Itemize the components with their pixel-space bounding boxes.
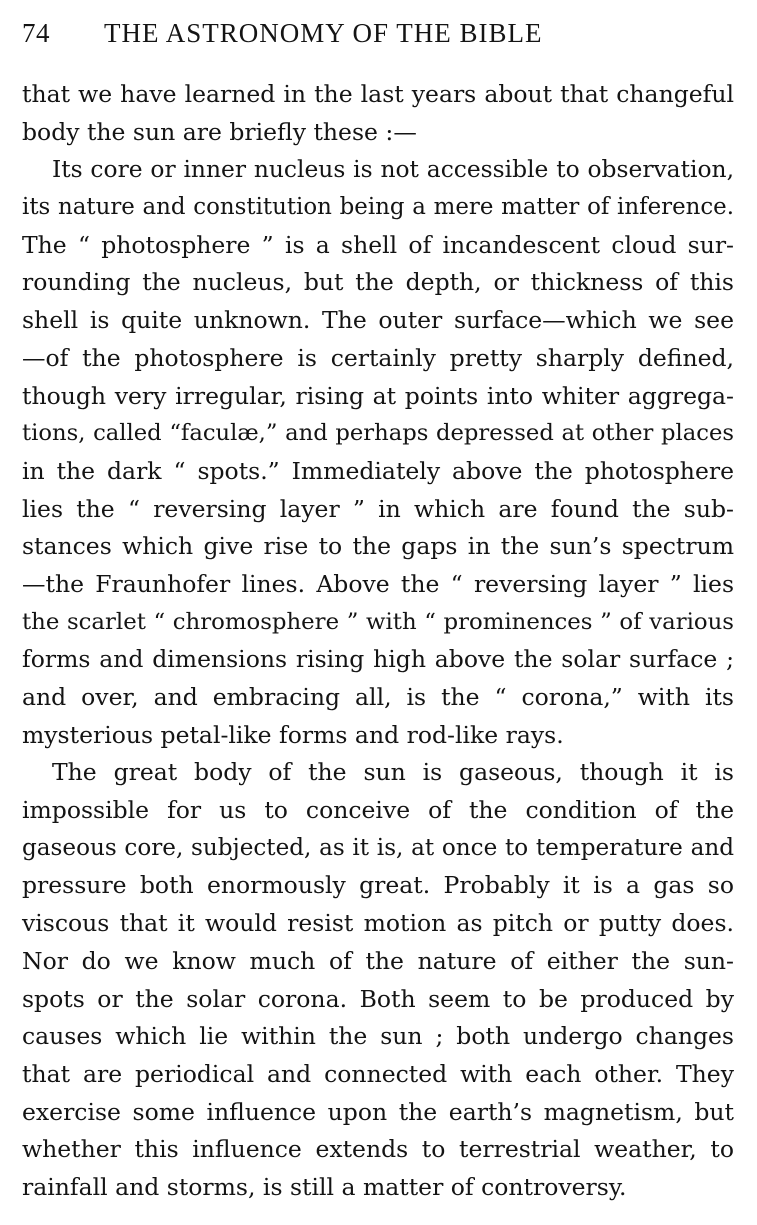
text-line: rainfall and storms, is still a matter of controversy. [22,1172,627,1201]
text-line: pressure both enormously great. Probably it is a gas so [22,871,734,900]
text-line: impossible for us to conceive of the condition of the [22,796,734,825]
text-line: shell is quite unknown. The outer surface—which we see [22,306,734,335]
text-line: rounding the nucleus, but the depth, or thickness of this [22,268,734,297]
text-line: The “ photosphere ” is a shell of incandescent cloud sur- [22,230,734,259]
text-line: in the dark “ spots.” Immediately above the photosphere [22,456,734,485]
text-line: exercise some influence upon the earth’s magnetism, but [22,1097,734,1126]
text-line: and over, and embracing all, is the “ corona,” with its [22,683,734,711]
text-line: that we have learned in the last years about that changeful [22,80,734,108]
text-line: lies the “ reversing layer ” in which are found the sub- [22,494,734,523]
body-text [22,76,734,1207]
page-number: 74 [22,18,50,48]
text-line: body the sun are briefly these :— [22,117,417,146]
text-line: forms and dimensions rising high above the solar surface ; [22,645,734,674]
text-line: Nor do we know much of the nature of either the sun- [22,946,734,975]
text-line: tions, called “faculæ,” and perhaps depressed at other places [22,420,734,447]
text-line: though very irregular, rising at points into whiter aggrega- [22,381,734,410]
running-head [22,18,734,58]
book-title: THE ASTRONOMY OF THE BIBLE [104,18,543,48]
text-line: its nature and constitution being a mere matter of inference. [22,194,734,221]
text-line: causes which lie within the sun ; both undergo changes [22,1022,734,1051]
text-line: whether this influence extends to terrestrial weather, to [22,1135,734,1164]
text-line: the scarlet “ chromosphere ” with “ prominences ” of various [22,608,734,635]
text-line: mysterious petal-like forms and rod-like rays. [22,720,564,749]
text-line: viscous that it would resist motion as pitch or putty does. [22,909,734,938]
text-line: spots or the solar corona. Both seem to be produced by [22,984,734,1013]
text-line: The great body of the sun is gaseous, though it is [52,758,734,787]
text-line: —of the photosphere is certainly pretty sharply defined, [22,343,734,372]
text-line: gaseous core, subjected, as it is, at once to temperature and [22,834,734,861]
text-line: stances which give rise to the gaps in the sun’s spectrum [22,532,734,561]
text-line: that are periodical and connected with each other. They [22,1059,734,1088]
text-line: Its core or inner nucleus is not accessible to observation, [52,155,734,184]
text-line: —the Fraunhofer lines. Above the “ reversing layer ” lies [22,569,734,598]
